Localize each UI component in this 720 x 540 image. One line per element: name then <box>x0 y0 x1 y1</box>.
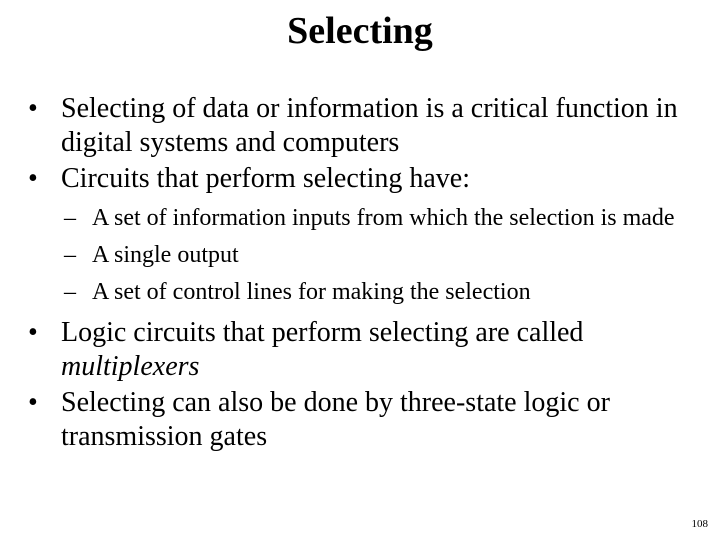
bullet-item <box>28 162 698 196</box>
bullet-marker: • <box>28 163 38 194</box>
sub-bullet-text: A single output <box>92 242 239 268</box>
sub-bullet-item <box>28 278 698 306</box>
bullet-marker: • <box>28 387 38 418</box>
bullet-text: Selecting of data or information is a critical function in digital systems and computers <box>61 93 678 158</box>
bullet-item <box>28 316 698 384</box>
page-number: 108 <box>691 518 708 530</box>
sub-bullet-marker: – <box>64 279 76 305</box>
bullet-item <box>28 92 698 160</box>
sub-bullet-item <box>28 241 698 269</box>
sub-bullet-text: A set of control lines for making the selection <box>92 279 531 305</box>
sub-bullet-item <box>28 204 698 232</box>
bullet-item <box>28 386 698 454</box>
bullet-text: Selecting can also be done by three-state logic or transmission gates <box>61 387 610 452</box>
sub-bullet-marker: – <box>64 242 76 268</box>
bullet-emphasis: multiplexers <box>61 351 200 382</box>
sub-bullet-list <box>28 204 698 306</box>
bullet-marker: • <box>28 93 38 124</box>
slide-title: Selecting <box>287 10 433 52</box>
bullet-list <box>28 92 698 456</box>
sub-bullet-text: A set of information inputs from which the selection is made <box>92 205 675 231</box>
bullet-text: Logic circuits that perform selecting are called <box>61 317 584 348</box>
bullet-text: Circuits that perform selecting have: <box>61 163 470 194</box>
bullet-marker: • <box>28 317 38 348</box>
sub-bullet-marker: – <box>64 205 76 231</box>
